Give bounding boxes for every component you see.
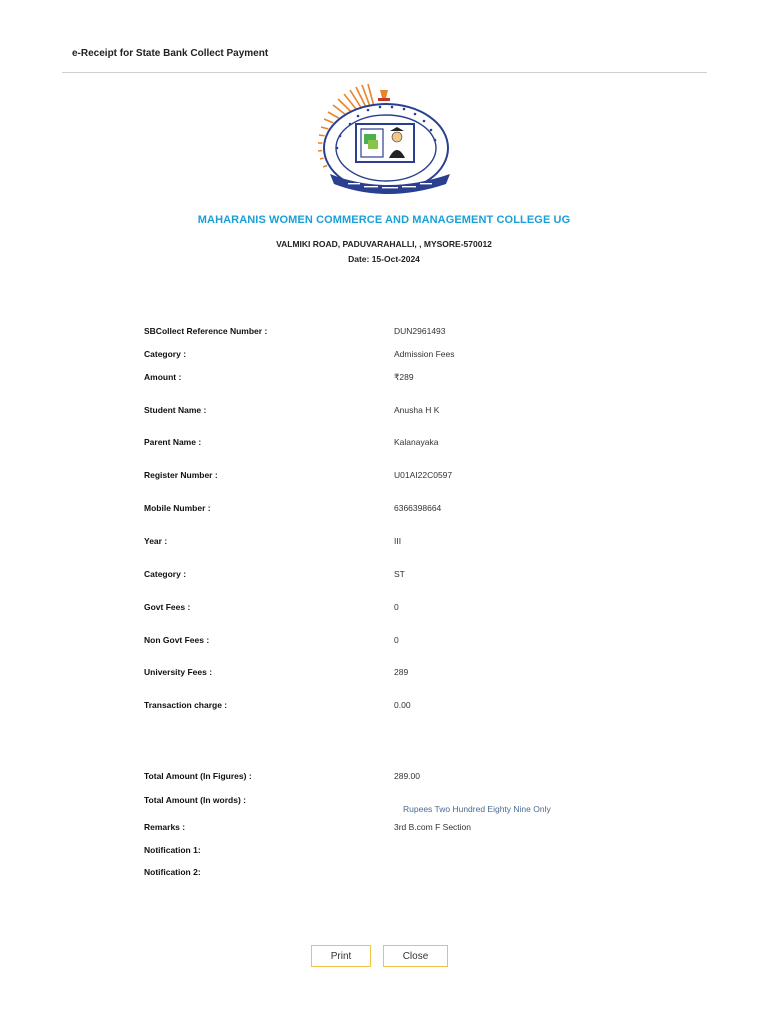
field-label: Mobile Number : (144, 503, 211, 513)
field-label: Govt Fees : (144, 602, 191, 612)
field-label: Notification 1: (144, 845, 201, 855)
field-label: Student Name : (144, 405, 207, 415)
field-value: 6366398664 (394, 503, 442, 513)
print-button[interactable]: Print (311, 945, 371, 967)
college-address: VALMIKI ROAD, PADUVARAHALLI, , MYSORE-570012 (276, 239, 492, 249)
total-row-remarks (0, 822, 768, 836)
field-label: Amount : (144, 372, 182, 382)
field-row-parent-name (0, 437, 768, 451)
field-value: ST (394, 569, 405, 579)
field-value: 289 (394, 667, 409, 677)
receipt-date: Date: 15-Oct-2024 (348, 254, 420, 264)
total-row-figures (0, 771, 768, 785)
field-label: Non Govt Fees : (144, 635, 210, 645)
field-value: Kalanayaka (394, 437, 439, 447)
field-label: Notification 2: (144, 867, 201, 877)
field-row-university-fees (0, 667, 768, 681)
amount-in-words: Rupees Two Hundred Eighty Nine Only (403, 804, 551, 814)
field-value: DUN2961493 (394, 326, 446, 336)
field-value: ₹289 (394, 372, 414, 382)
field-label: Parent Name : (144, 437, 202, 447)
field-label: Year : (144, 536, 168, 546)
total-row-notification-1 (0, 845, 768, 859)
field-row-mobile-number (0, 503, 768, 517)
header-divider (62, 72, 707, 73)
college-name: MAHARANIS WOMEN COMMERCE AND MANAGEMENT COLLEGE UG (197, 214, 571, 226)
receipt-header-title: e-Receipt for State Bank Collect Payment (72, 48, 269, 59)
field-row-non-govt-fees (0, 635, 768, 649)
field-value: 289.00 (394, 771, 420, 781)
field-value: 3rd B.com F Section (394, 822, 472, 832)
field-row-caste-category (0, 569, 768, 583)
field-row-amount (0, 372, 768, 386)
field-value: Admission Fees (394, 349, 455, 359)
total-row-words (0, 795, 768, 809)
field-row-category (0, 349, 768, 363)
field-label: Category : (144, 569, 187, 579)
field-label: Remarks : (144, 822, 186, 832)
field-row-student-name (0, 405, 768, 419)
field-label: Total Amount (In words) : (144, 795, 246, 805)
field-value: Anusha H K (394, 405, 440, 415)
field-label: Total Amount (In Figures) : (144, 771, 252, 781)
field-label: University Fees : (144, 667, 213, 677)
field-value: U01AI22C0597 (394, 470, 453, 480)
field-row-govt-fees (0, 602, 768, 616)
field-value: 0 (394, 635, 399, 645)
field-row-year (0, 536, 768, 550)
field-label: Register Number : (144, 470, 218, 480)
close-button[interactable]: Close (383, 945, 448, 967)
field-row-reference-number (0, 326, 768, 340)
total-row-notification-2 (0, 867, 768, 881)
field-value: 0.00 (394, 700, 411, 710)
field-value: III (394, 536, 402, 546)
field-label: Transaction charge : (144, 700, 228, 710)
college-logo (300, 84, 468, 204)
field-value: 0 (394, 602, 399, 612)
field-row-register-number (0, 470, 768, 484)
field-row-transaction-charge (0, 700, 768, 714)
field-label: Category : (144, 349, 187, 359)
field-label: SBCollect Reference Number : (144, 326, 268, 336)
